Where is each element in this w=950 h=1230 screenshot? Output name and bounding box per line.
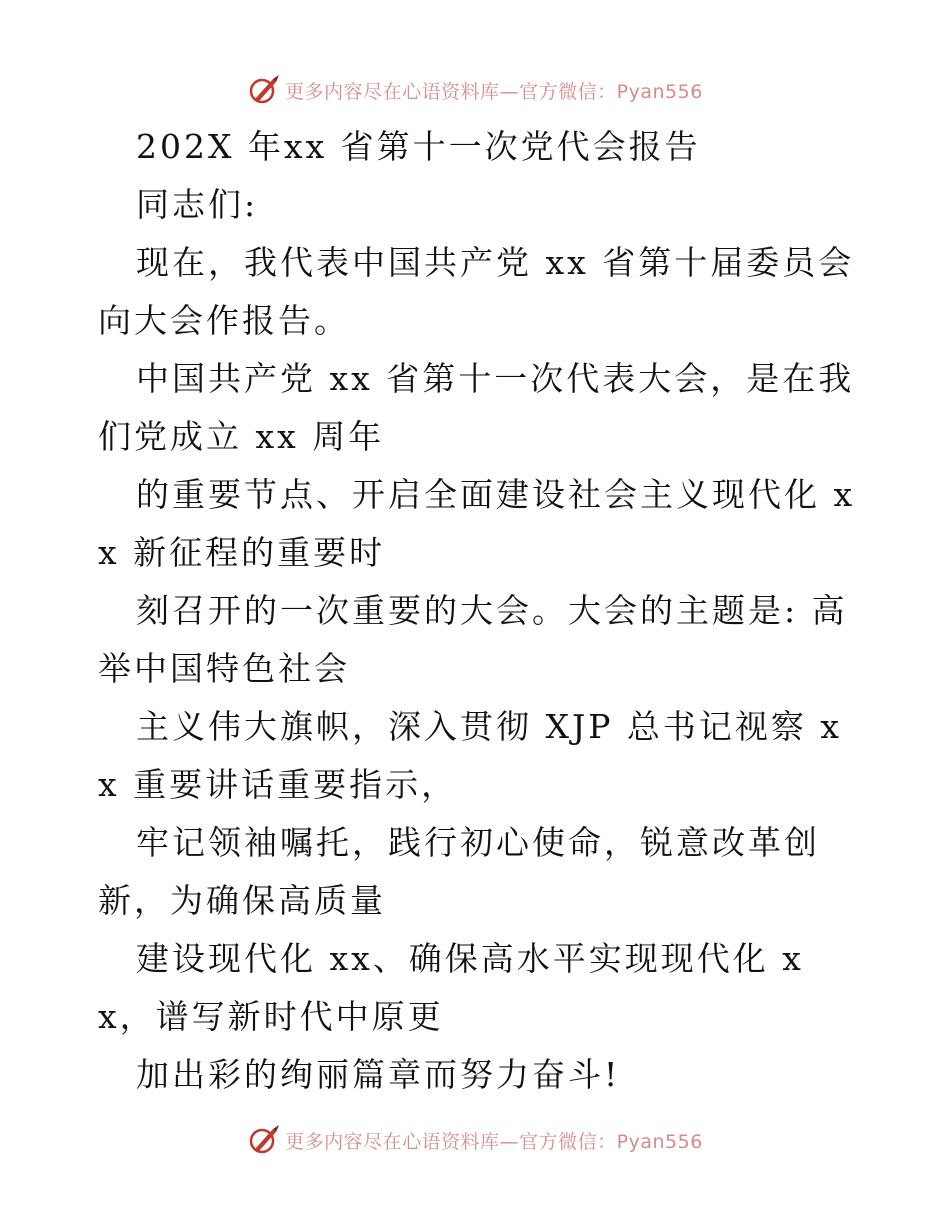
paragraph: 现在，我代表中国共产党 xx 省第十届委员会向大会作报告。 [98, 243, 855, 340]
header-watermark [0, 70, 950, 110]
watermark-text: 更多内容尽在心语资料库—官方微信：Pyan556 [285, 80, 703, 103]
paragraph: 牢记领袖嘱托，践行初心使命，锐意改革创新，为确保高质量 [98, 823, 820, 920]
quill-logo-icon [247, 1123, 281, 1157]
watermark-text: 更多内容尽在心语资料库—官方微信：Pyan556 [285, 1130, 703, 1153]
paragraph: 中国共产党 xx 省第十一次代表大会，是在我们党成立 xx 周年 [98, 359, 855, 456]
document-body [98, 118, 858, 1104]
paragraph: 主义伟大旗帜，深入贯彻 XJP 总书记视察 xx 重要讲话重要指示， [98, 707, 843, 804]
paragraph: 建设现代化 xx、确保高水平实现现代化 xx，谱写新时代中原更 [98, 939, 804, 1036]
paragraph: 的重要节点、开启全面建设社会主义现代化 xx 新征程的重要时 [98, 475, 856, 572]
quill-logo-icon [247, 73, 281, 107]
paragraph: 同志们: [136, 185, 259, 224]
footer-watermark [0, 1120, 950, 1160]
paragraph: 加出彩的绚丽篇章而努力奋斗! [136, 1055, 621, 1094]
paragraph: 刻召开的一次重要的大会。大会的主题是: 高举中国特色社会 [98, 591, 848, 688]
document-title: 202X 年xx 省第十一次党代会报告 [136, 127, 701, 166]
